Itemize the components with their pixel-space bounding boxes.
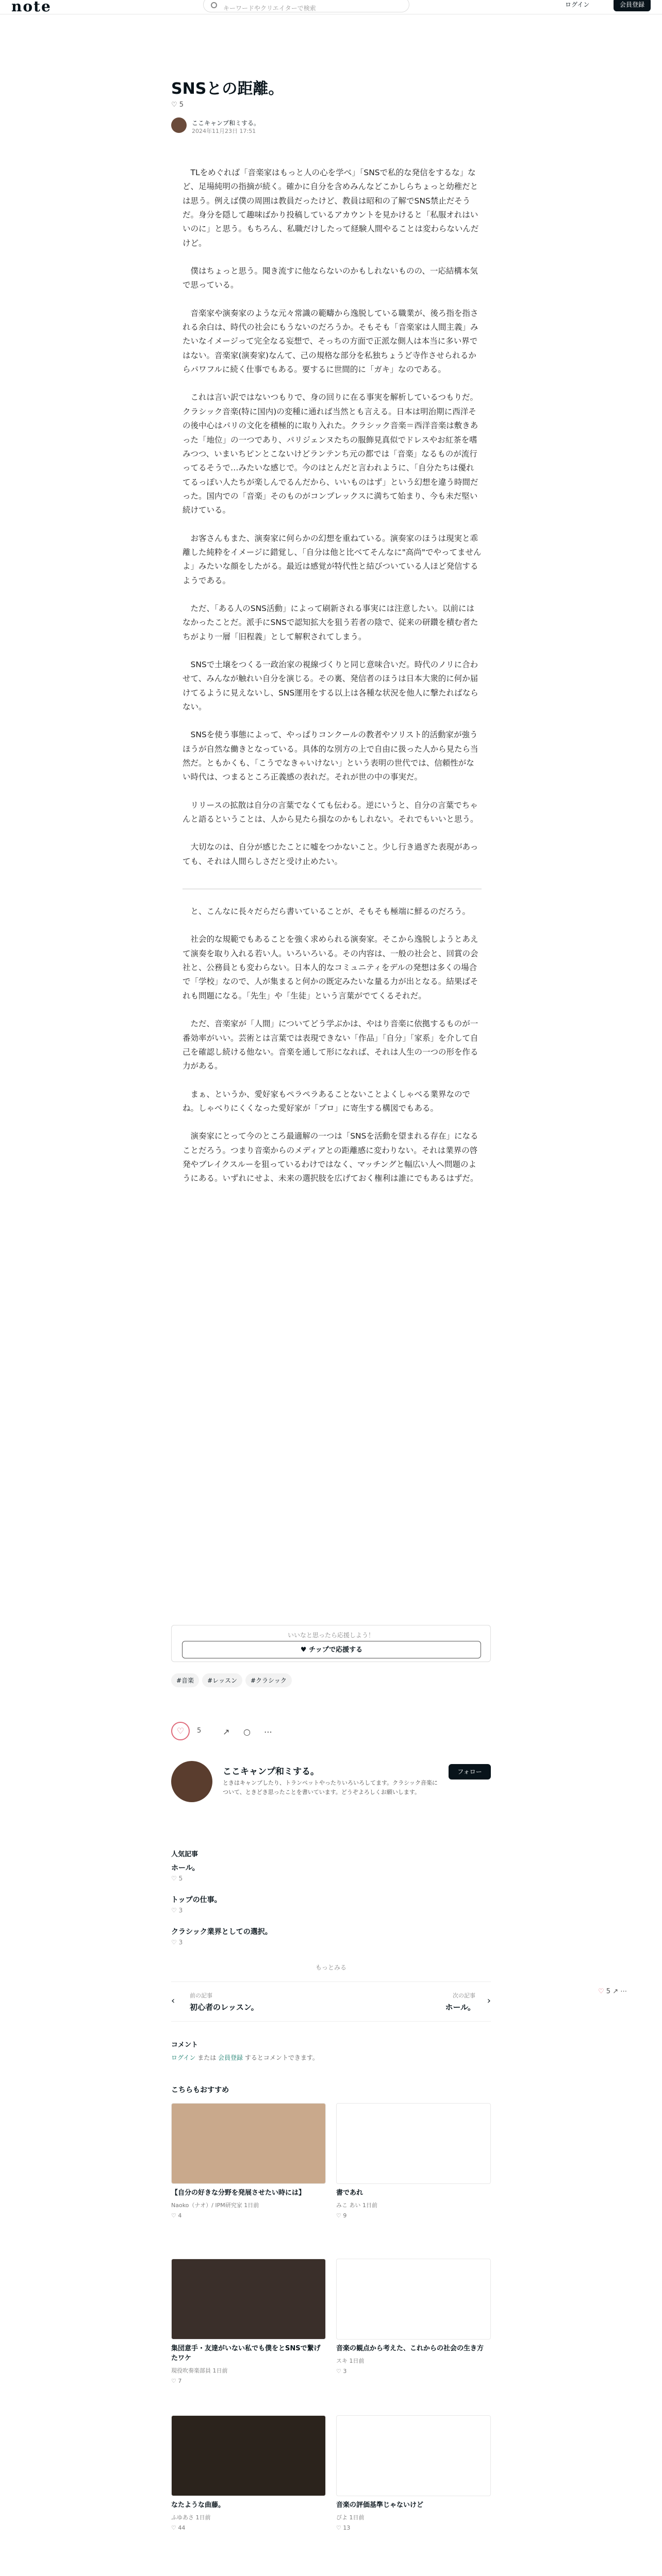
rec-likes: ♡ 44 bbox=[171, 2524, 186, 2531]
rec-title[interactable]: 【自分の好きな分野を発展させたい時には】 bbox=[171, 2189, 306, 2197]
article-body bbox=[183, 166, 482, 1186]
comments-note bbox=[171, 2053, 491, 2062]
rec-likes-value: 44 bbox=[178, 2524, 186, 2531]
rec-card[interactable] bbox=[171, 2103, 326, 2219]
like-count-top: ♡ 5 bbox=[171, 101, 184, 109]
prev-title[interactable]: 初心者のレッスン。 bbox=[190, 2003, 259, 2012]
list-item[interactable] bbox=[171, 1894, 491, 1926]
list-item-likes-value: 5 bbox=[178, 1875, 183, 1882]
tip-button[interactable]: ♥ チップで応援する bbox=[182, 1641, 481, 1658]
tag-item[interactable]: #音楽 bbox=[171, 1673, 199, 1687]
more-icon[interactable]: ⋯ bbox=[264, 1727, 272, 1737]
rec-likes-value: 4 bbox=[178, 2212, 182, 2219]
list-item-title[interactable]: ホール。 bbox=[171, 1864, 200, 1872]
rec-thumbnail[interactable] bbox=[336, 2415, 491, 2496]
like-button[interactable]: ♡ bbox=[171, 1722, 190, 1740]
prev-article[interactable] bbox=[190, 1991, 259, 2012]
recommendations-heading: こちらもおすすめ bbox=[171, 2086, 229, 2094]
rec-thumbnail[interactable] bbox=[336, 2103, 491, 2184]
rec-thumbnail[interactable] bbox=[171, 2415, 326, 2496]
login-link[interactable]: ログイン bbox=[171, 2054, 196, 2061]
article-date: 2024年11月23日 17:51 bbox=[192, 128, 256, 134]
floating-actions bbox=[598, 1988, 627, 1995]
support-box bbox=[171, 1625, 491, 1662]
avatar[interactable] bbox=[171, 117, 187, 133]
support-label: いいなと思ったら応援しよう！ bbox=[287, 1632, 374, 1639]
signup-button[interactable]: 会員登録 bbox=[614, 0, 651, 11]
rec-thumbnail[interactable] bbox=[171, 2259, 326, 2340]
rec-thumbnail[interactable] bbox=[171, 2103, 326, 2184]
tag-list bbox=[171, 1673, 295, 1687]
list-item-title[interactable]: トップの仕事。 bbox=[171, 1896, 222, 1904]
body-paragraph-3: これは言い訳ではないつもりで、身の回りに在る事実を解析しているつもりだ。クラシック音楽(特に国内)の変種に通れば当然とも言える。日本は明治期に西洋その後中心はパリの文化を積極的に取り入れた。クラシック音楽＝西洋音楽は敷きあった「地位」の一つであり、パリジェンヌたちの服飾見真似でドレスやお紅茶を嗜みつつ、いまいちピンとこないけどランテンち元の都では「音楽」なるものが流行ってるそうで…みたいな感じで。今のはとんだと言われように、「自分たちは優れてるっぽい人たちが楽しんでるんだから、いいものはず」という幻想を違う時間だった。国内での「音楽」そのものがコンプレックスに満ちて始まり、今も未だ堅い続けている。 bbox=[183, 393, 478, 515]
next-caption: 次の記事 bbox=[453, 1992, 475, 1999]
divider bbox=[183, 869, 482, 889]
login-link[interactable]: ログイン bbox=[565, 1, 590, 8]
chevron-left-icon[interactable]: ‹ bbox=[171, 1995, 175, 2006]
more-link[interactable]: もっとみる bbox=[315, 1964, 346, 1971]
list-item-likes: ♡ 3 bbox=[171, 1907, 183, 1914]
body-paragraph-6: SNSで土壌をつくる一政治家の視線づくりと同じ意味合いだ。時代のノリに合わせて、みんなが触れい自分を演じる。その裏、発信者のほうは日本大衆的に何か届けてるように見えないし、SNS運用をする以上は各種な状況を他人に撃たればならない。 bbox=[183, 659, 478, 711]
list-item[interactable] bbox=[171, 1926, 491, 1958]
body2-paragraph-0: と、こんなに長々だらだら書いていることが、そもそも極端に鮮るのだろう。 bbox=[183, 907, 471, 917]
list-item-likes: ♡ 5 bbox=[171, 1875, 183, 1882]
rec-likes: ♡ 13 bbox=[336, 2524, 351, 2531]
tag-item[interactable]: #クラシック bbox=[245, 1673, 292, 1687]
rec-likes-value: 13 bbox=[343, 2524, 351, 2531]
signup-link[interactable]: 会員登録 bbox=[218, 2054, 243, 2061]
list-item-likes-value: 3 bbox=[178, 1939, 183, 1946]
rec-thumbnail[interactable] bbox=[336, 2259, 491, 2340]
next-title[interactable]: ホール。 bbox=[445, 2003, 475, 2012]
rec-likes-value: 7 bbox=[178, 2378, 182, 2384]
body2-paragraph-4: 演奏家にとって今のところ最適解の一つは「SNSを活動を望まれる存在」になることだろう。つまり音楽からのメディアとの距離感に変わりない。それは業界の啓発やブレイクスルーを狙っているわけではなく、マッチングと幅広い人へ問題のようにある。いずれにせよ、未来の選択肢を広げておく権利は誰にでもあるはずだ。 bbox=[183, 1131, 478, 1183]
rec-meta: スキ 1日前 bbox=[336, 2358, 365, 2364]
rec-likes-value: 9 bbox=[343, 2212, 347, 2219]
comments-tail: するとコメントできます。 bbox=[243, 2054, 319, 2061]
side-likes: 5 bbox=[606, 1988, 611, 1995]
rec-card[interactable] bbox=[336, 2259, 491, 2375]
article-nav bbox=[171, 1981, 491, 2022]
rec-meta: ぴよ 1日前 bbox=[336, 2514, 365, 2521]
rec-card[interactable] bbox=[336, 2103, 491, 2219]
more-icon[interactable]: ⋯ bbox=[620, 1988, 627, 1995]
profile-name[interactable]: ここキャンプ和ミする。 bbox=[223, 1767, 319, 1777]
rec-meta: Naoko（ナオ）/ IPM研究家 1日前 bbox=[171, 2202, 259, 2209]
body-paragraph-5: ただ、「ある人のSNS活動」によって刷新される事実には注意したい。以前にはなかったことだ。派手にSNSで認知拡大を狙う若者の陰で、従来の研鑽を積む者たちがより一層「旧程義」として解釈されてしまう。 bbox=[183, 603, 478, 641]
body-paragraph-7: SNSを使う事態によって、やっぱりコンクールの教者やソリスト的活動家が強うほうが自然な働きとなっている。具体的な別方の上で自由に扱った人から見たら当然だ。ともかくも、「こうでなきゃいけない」という表明の世代では、信頼性がない時代は、つまるところ正義感の表れだ。それが世の中の事実だ。 bbox=[183, 730, 478, 782]
body-paragraph-9: 大切なのは、自分が感じたことに嘘をつかないこと。少し行き過ぎた表現があっても、それは人間らしさだと受け止めたい。 bbox=[183, 842, 478, 866]
body2-paragraph-1: 社会的な規範でもあることを強く求められる演奏家。そこから逸脱しようとあえて演奏を取り入れる若い人。いろいろいる。その内容は、一般の社会と、回賞の会社と、公務員とも変わらない。日本人的なコミュニティをデルの発想は多くの場合で「学校」なので、人が集まると何かの既定みたいな量る力が出となる。結果ばそれも問題になる。「先生」や「生徒」という言葉がでてくるそれだ。 bbox=[183, 935, 478, 1001]
body-paragraph-4: お客さんもまた、演奏家に何らかの幻想を重ねている。演奏家のほうは現実と乖離した純粋をイメージに錯覚し、「自分は他と比べてそんなに"高尚"でやってませんよ」みたいな顔をしたがる。最近は感覚が特代性と結びついている人ほど発信するようである。 bbox=[183, 533, 482, 585]
body-paragraph-8: リリースの拡散は自分の言葉でなくても伝わる。逆にいうと、自分の言葉でちゃんと語るということは、人から見たら損なのかもしれない。それでもいいと思う。 bbox=[183, 800, 478, 824]
body-paragraph-1: 僕はちょっと思う。聞き流すに他ならないのかもしれないものの、一応結構本気で思っている。 bbox=[183, 266, 478, 290]
rec-likes: ♡ 9 bbox=[336, 2212, 347, 2219]
tip-button-label: チップで応援する bbox=[309, 1646, 363, 1654]
rec-meta: ふゆあさ 1日前 bbox=[171, 2514, 211, 2521]
share-icon[interactable]: ↗ bbox=[223, 1727, 230, 1737]
rec-meta: 現役吹奏楽部員 1日前 bbox=[171, 2367, 228, 2374]
rec-meta: みこ あい 1日前 bbox=[336, 2202, 377, 2209]
like-count-top-value: 5 bbox=[179, 101, 184, 109]
article-title: SNSとの距離。 bbox=[171, 80, 284, 98]
share-icon[interactable]: ↗ bbox=[613, 1988, 619, 1995]
rec-title[interactable]: 音楽の観点から考えた、これからの社会の生き方 bbox=[336, 2345, 484, 2352]
follow-button[interactable]: フォロー bbox=[449, 1764, 491, 1780]
rec-card[interactable] bbox=[171, 2259, 326, 2384]
search-placeholder: キーワードやクリエイターで検索 bbox=[223, 5, 316, 12]
search-input[interactable] bbox=[203, 0, 409, 12]
rec-card[interactable] bbox=[171, 2415, 326, 2531]
list-item[interactable] bbox=[171, 1862, 491, 1894]
rec-likes: ♡ 3 bbox=[336, 2368, 347, 2375]
list-item-likes: ♡ 3 bbox=[171, 1939, 183, 1946]
body-paragraph-2: 音楽家や演奏家のような元々常識の範疇から逸脱している職業が、後ろ指を指される余白は、時代の社会にもうないのだろうか。そもそも「音楽家は人間主義」みたいなイメージって完全なる妄想で、そっちの方面で正派な側人は本当に多い界ではない。音楽家(演奏家)なんて、己の規格な部分を私独ちょうど寺作させられるからパワフルに続く仕事でもある。要するに世間的に「ガキ」なのである。 bbox=[183, 308, 478, 375]
rec-title[interactable]: 書であれ bbox=[336, 2189, 363, 2197]
popular-heading: 人気記事 bbox=[171, 1851, 198, 1858]
author-name[interactable]: ここキャンプ和ミする。 bbox=[192, 120, 260, 127]
list-item-title[interactable]: クラシック業界としての選択。 bbox=[171, 1928, 272, 1936]
rec-title[interactable]: なたような曲藤。 bbox=[171, 2501, 225, 2509]
search-icon bbox=[211, 2, 217, 8]
list-item-likes-value: 3 bbox=[178, 1907, 183, 1914]
author-profile bbox=[171, 1761, 491, 1818]
rec-card[interactable] bbox=[336, 2415, 491, 2531]
comments-section bbox=[171, 2039, 491, 2062]
heart-icon[interactable]: ♡ bbox=[598, 1988, 604, 1995]
author-info[interactable] bbox=[171, 117, 377, 136]
comments-heading: コメント bbox=[171, 2041, 198, 2049]
rec-likes: ♡ 4 bbox=[171, 2212, 182, 2219]
rec-likes: ♡ 7 bbox=[171, 2378, 182, 2384]
tag-item[interactable]: #レッスン bbox=[202, 1673, 242, 1687]
comment-icon[interactable]: ○ bbox=[243, 1727, 251, 1737]
rec-title[interactable]: 集団意手・友達がいない私でも僕をとSNSで繋げたワケ bbox=[171, 2345, 321, 2362]
comments-or: または bbox=[195, 2054, 219, 2061]
profile-description: ときはキャンプしたり、トランペットやったりいろいろしてます。クラシック音楽について、ときどき思ったことを書いています。どうぞよろしくお願いします。 bbox=[223, 1780, 438, 1795]
body-paragraph-0: TLをめぐれば「音楽家はもっと人の心を学べ」「SNSで私的な発信をするな」など、足場純明の指摘が続く。確かに自分を含めみんなどこかしらちょっと幼稚だとは思う。例えば僕の周囲は教員だったけど、教員は昭和の了解でSNS禁止だそうだ。身分を隠して趣味ばかり投稿しているアカウントを見かけると「私服オれはいいのに」と思う。もちろん、私職だけしたって経験人間やることは変わらないんだけど。 bbox=[183, 168, 479, 248]
action-bar bbox=[171, 1722, 491, 1742]
prev-caption: 前の記事 bbox=[190, 1992, 212, 1999]
body2-paragraph-3: まぁ、というか、愛好家もペラペラあることないことよくしゃべる業界なのでね。しゃべりにくくなった愛好家が「プロ」に寄生する構図でもある。 bbox=[183, 1089, 471, 1113]
popular-articles bbox=[171, 1849, 491, 1958]
like-count: 5 bbox=[197, 1727, 202, 1735]
next-article[interactable] bbox=[445, 1991, 475, 2012]
note-logo[interactable]: note bbox=[11, 0, 52, 15]
rec-likes-value: 3 bbox=[343, 2368, 347, 2375]
site-header bbox=[0, 0, 662, 14]
rec-title[interactable]: 音楽の評価基準じゃないけど bbox=[336, 2501, 424, 2509]
avatar[interactable] bbox=[171, 1761, 212, 1802]
body2-paragraph-2: ただ、音楽家が「人間」についてどう学ぶかは、やはり音楽に依拠するものが一番効率がいい。芸術とは言葉では表現できない「作品」「自分」「家系」を介して自己を確認し続ける他ない。音楽を通して形になれば、それは人生の一つの形を作る力がある。 bbox=[183, 1019, 478, 1071]
chevron-right-icon[interactable]: › bbox=[487, 1995, 491, 2006]
